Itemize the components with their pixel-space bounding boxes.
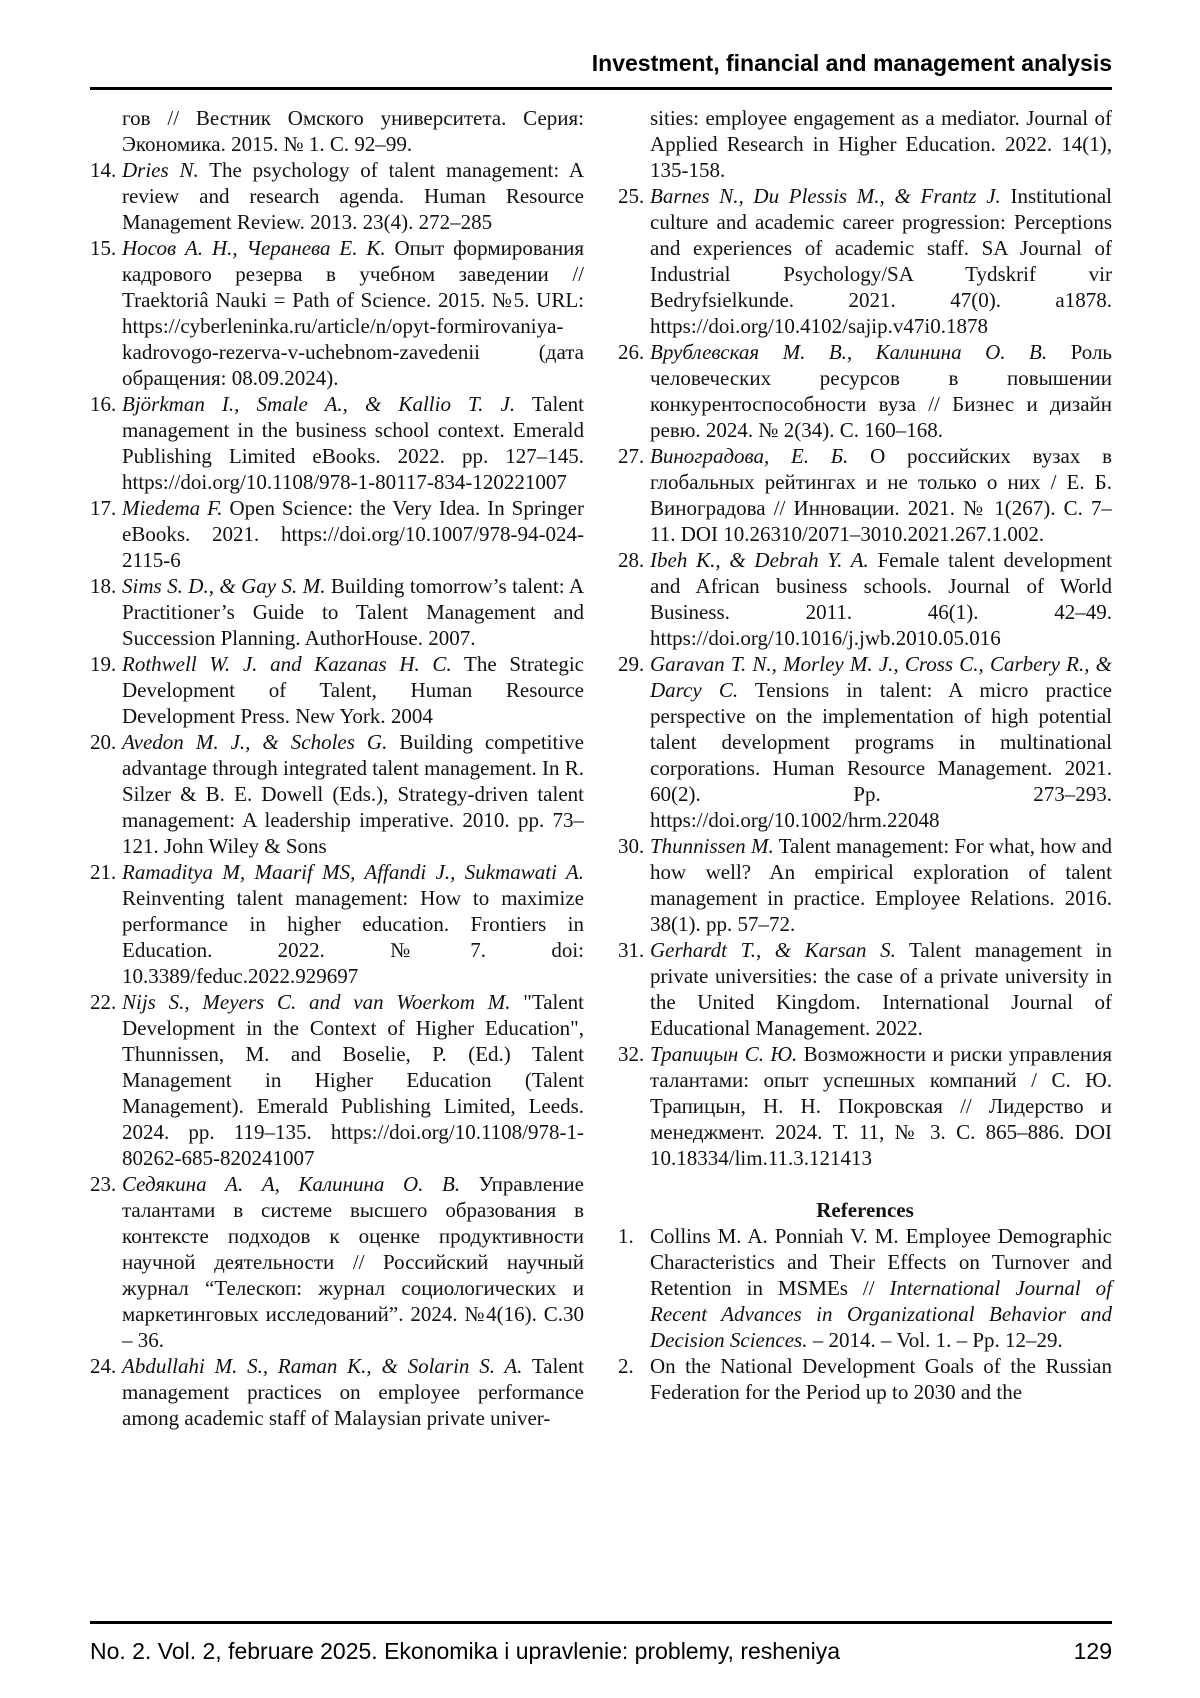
- reference-authors: Avedon M. J., & Scholes G.: [122, 730, 388, 754]
- reference-authors: Abdullahi M. S., Raman K., & Solarin S. A.: [122, 1354, 523, 1378]
- reference-authors: Rothwell W. J. and Kazanas H. C.: [122, 652, 452, 676]
- reference-authors: Barnes N., Du Plessis M., & Frantz J.: [650, 184, 1001, 208]
- reference-authors: International Journal of Recent Advances in Organizational Behavior and Decision Sciences.: [650, 1276, 1112, 1352]
- reference-item: [90, 651, 584, 729]
- reference-item: [90, 729, 584, 859]
- reference-text: "Talent Development in the Context of Higher Education", Thunnissen, M. and Boselie, P. (Ed.) Talent Management in Higher Education (Talent Management). Emerald Publishing Limited, Leeds. 2024. pp. 119–135. https://doi.org/10.1108/978-1-80262-685-820241007: [122, 990, 585, 1170]
- reference-item: [618, 651, 1112, 833]
- reference-item: [90, 157, 584, 235]
- reference-number: 23.: [90, 1172, 117, 1196]
- reference-authors: Björkman I., Smale A., & Kallio T. J.: [122, 392, 516, 416]
- reference-number: 1.: [618, 1224, 634, 1248]
- reference-text: Collins M. A. Ponniah V. M. Employee Demographic Characteristics and Their Effects on Turnover and Retention in MSMEs //: [650, 1224, 1112, 1300]
- reference-text: Talent management in the business school context. Emerald Publishing Limited eBooks. 2022. pp. 127–145. https://doi.org/10.1108/978-1-80117-834-120221007: [122, 392, 584, 494]
- reference-text: Возможности и риски управления талантами: опыт успешных компаний / С. Ю. Трапицын, Н. Н. Покровская // Лидерство и менеджмент. 2024. Т. 11, № 3. С. 865–886. DOI 10.18334/lim.11.3.121413: [650, 1042, 1113, 1170]
- reference-number: 27.: [618, 444, 645, 468]
- reference-number: 20.: [90, 730, 117, 754]
- reference-text: Open Science: the Very Idea. In Springer eBooks. 2021. https://doi.org/10.1007/978-94-024-2115-6: [122, 496, 584, 572]
- reference-authors: Виноградова, Е. Б.: [650, 444, 849, 468]
- footer-journal-line: No. 2. Vol. 2, februare 2025. Ekonomika i upravlenie: problemy, resheniya: [90, 1638, 841, 1664]
- reference-number: 14.: [90, 158, 117, 182]
- reference-text: Female talent development and African business schools. Journal of World Business. 2011. 46(1). 42–49. https://doi.org/10.1016/j.jwb.2010.05.016: [650, 548, 1113, 650]
- references-section-heading: References: [816, 1198, 914, 1222]
- reference-item: [618, 443, 1112, 547]
- reference-authors: Miedema F.: [122, 496, 223, 520]
- reference-text: Управление талантами в системе высшего образования в контексте подходов к оценке продуктивности научной деятельности // Российский научный журнал “Телескоп: журнал социологических и маркетинговых исследований”. 2024. №4(16). С.30 – 36.: [122, 1172, 584, 1352]
- reference-number: 31.: [618, 938, 645, 962]
- reference-text: The Strategic Development of Talent, Human Resource Development Press. New York. 2004: [122, 652, 584, 728]
- references-content: [90, 105, 1112, 1431]
- reference-text: Роль человеческих ресурсов в повышении конкурентоспособности вуза // Бизнес и дизайн ревю. 2024. № 2(34). С. 160–168.: [650, 340, 1113, 442]
- reference-number: 18.: [90, 574, 117, 598]
- reference-number: 28.: [618, 548, 645, 572]
- reference-text: The psychology of talent management: A review and research agenda. Human Resource Management Review. 2013. 23(4). 272–285: [122, 158, 584, 234]
- reference-number: 32.: [618, 1042, 645, 1066]
- reference-authors: Sims S. D., & Gay S. M.: [122, 574, 326, 598]
- reference-number: 15.: [90, 236, 117, 260]
- reference-number: 25.: [618, 184, 645, 208]
- left-column: [90, 105, 584, 1431]
- reference-item: [618, 937, 1112, 1041]
- reference-text: Talent management: For what, how and how well? An empirical exploration of talent management in practice. Employee Relations. 2016. 38(1). pp. 57–72.: [650, 834, 1112, 936]
- reference-authors: Седякина А. А, Калинина О. В.: [122, 1172, 461, 1196]
- reference-authors: Ramaditya M, Maarif MS, Affandi J., Sukmawati A.: [122, 860, 584, 884]
- reference-authors: Врублевская М. В., Калинина О. В.: [650, 340, 1048, 364]
- reference-authors: Garavan T. N., Morley M. J., Cross C., Carbery R., & Darcy C.: [650, 652, 1112, 702]
- reference-authors: Трапицын С. Ю.: [650, 1042, 798, 1066]
- reference-item: [618, 547, 1112, 651]
- reference-item: [90, 1171, 584, 1353]
- reference-number: 29.: [618, 652, 645, 676]
- reference-number: 2.: [618, 1354, 634, 1378]
- reference-continuation: [90, 105, 584, 157]
- reference-number: 30.: [618, 834, 645, 858]
- reference-text: Talent management practices on employee performance among academic staff of Malaysian private univer-: [122, 1354, 584, 1430]
- reference-number: 26.: [618, 340, 645, 364]
- reference-number: 19.: [90, 652, 117, 676]
- reference-text: Building competitive advantage through integrated talent management. In R. Silzer & B. E. Dowell (Eds.), Strategy-driven talent management: A leadership imperative. 2010. pp. 73–121. John Wiley & Sons: [122, 730, 584, 858]
- reference-number: 21.: [90, 860, 117, 884]
- header-rule: [90, 87, 1112, 90]
- reference-item: [618, 833, 1112, 937]
- reference-item: [90, 859, 584, 989]
- reference-authors: Nijs S., Meyers C. and van Woerkom M.: [122, 990, 511, 1014]
- reference-authors: Dries N.: [122, 158, 199, 182]
- reference-text: Tensions in talent: A micro practice perspective on the implementation of high potential talent development programs in multinational corporations. Human Resource Management. 2021. 60(2). Pp. 273–293. https://doi.org/10.1002/hrm.22048: [650, 678, 1112, 832]
- reference-continuation: [618, 105, 1112, 183]
- reference-authors: Thunnissen M.: [650, 834, 774, 858]
- reference-text: sities: employee engagement as a mediator. Journal of Applied Research in Higher Education. 2022. 14(1), 135-158.: [650, 106, 1112, 182]
- reference-number: 17.: [90, 496, 117, 520]
- reference-authors: Ibeh K., & Debrah Y. A.: [650, 548, 869, 572]
- reference-text: Talent management in private universities: the case of a private university in the United Kingdom. International Journal of Educational Management. 2022.: [650, 938, 1112, 1040]
- footer-rule: [90, 1621, 1112, 1624]
- reference-text: Building tomorrow’s talent: A Practitioner’s Guide to Talent Management and Succession Planning. AuthorHouse. 2007.: [122, 574, 584, 650]
- reference-number: 22.: [90, 990, 117, 1014]
- reference-authors: Gerhardt T., & Karsan S.: [650, 938, 896, 962]
- reference-item: [618, 1041, 1112, 1171]
- reference-item: [618, 1223, 1112, 1353]
- reference-text: Reinventing talent management: How to maximize performance in higher education. Frontiers in Education. 2022. №7. doi: 10.3389/feduc.2022.929697: [122, 886, 584, 988]
- reference-item: [90, 573, 584, 651]
- reference-authors: Носов А. Н., Черанева Е. К.: [122, 236, 386, 260]
- reference-item: [90, 391, 584, 495]
- reference-item: [90, 495, 584, 573]
- reference-item: [90, 989, 584, 1171]
- reference-item: [618, 183, 1112, 339]
- reference-text: On the National Development Goals of the Russian Federation for the Period up to 2030 and the: [650, 1354, 1112, 1404]
- reference-text: Опыт формирования кадрового резерва в учебном заведении // Traektoriâ Nauki = Path of Science. 2015. №5. URL: https://cyberleninka.ru/article/n/opyt-formirovaniya-kadrovogo-rezerva-v-uchebnom-zavedenii (дата обращения: 08.09.2024).: [122, 236, 584, 390]
- reference-text: гов // Вестник Омского университета. Серия: Экономика. 2015. № 1. С. 92–99.: [122, 106, 584, 156]
- footer-page-number: 129: [1073, 1638, 1112, 1664]
- right-column: [618, 105, 1112, 1431]
- running-header: Investment, financial and management analysis: [591, 50, 1112, 76]
- reference-item: [90, 235, 584, 391]
- page-footer: [90, 1638, 1112, 1665]
- reference-number: 24.: [90, 1354, 117, 1378]
- reference-text: – 2014. – Vol. 1. – Pp. 12–29.: [807, 1328, 1063, 1352]
- reference-item: [618, 1353, 1112, 1405]
- reference-number: 16.: [90, 392, 117, 416]
- reference-item: [618, 339, 1112, 443]
- reference-text: О российских вузах в глобальных рейтингах и не только о них / Е. Б. Виноградова // Инновации. 2021. № 1(267). С. 7–11. DOI 10.26310/2071–3010.2021.267.1.002.: [650, 444, 1112, 546]
- reference-text: Institutional culture and academic career progression: Perceptions and experiences of academic staff. SA Journal of Industrial Psychology/SA Tydskrif vir Bedryfsielkunde. 2021. 47(0). a1878. https://doi.org/10.4102/sajip.v47i0.1878: [650, 184, 1113, 338]
- reference-item: [90, 1353, 584, 1431]
